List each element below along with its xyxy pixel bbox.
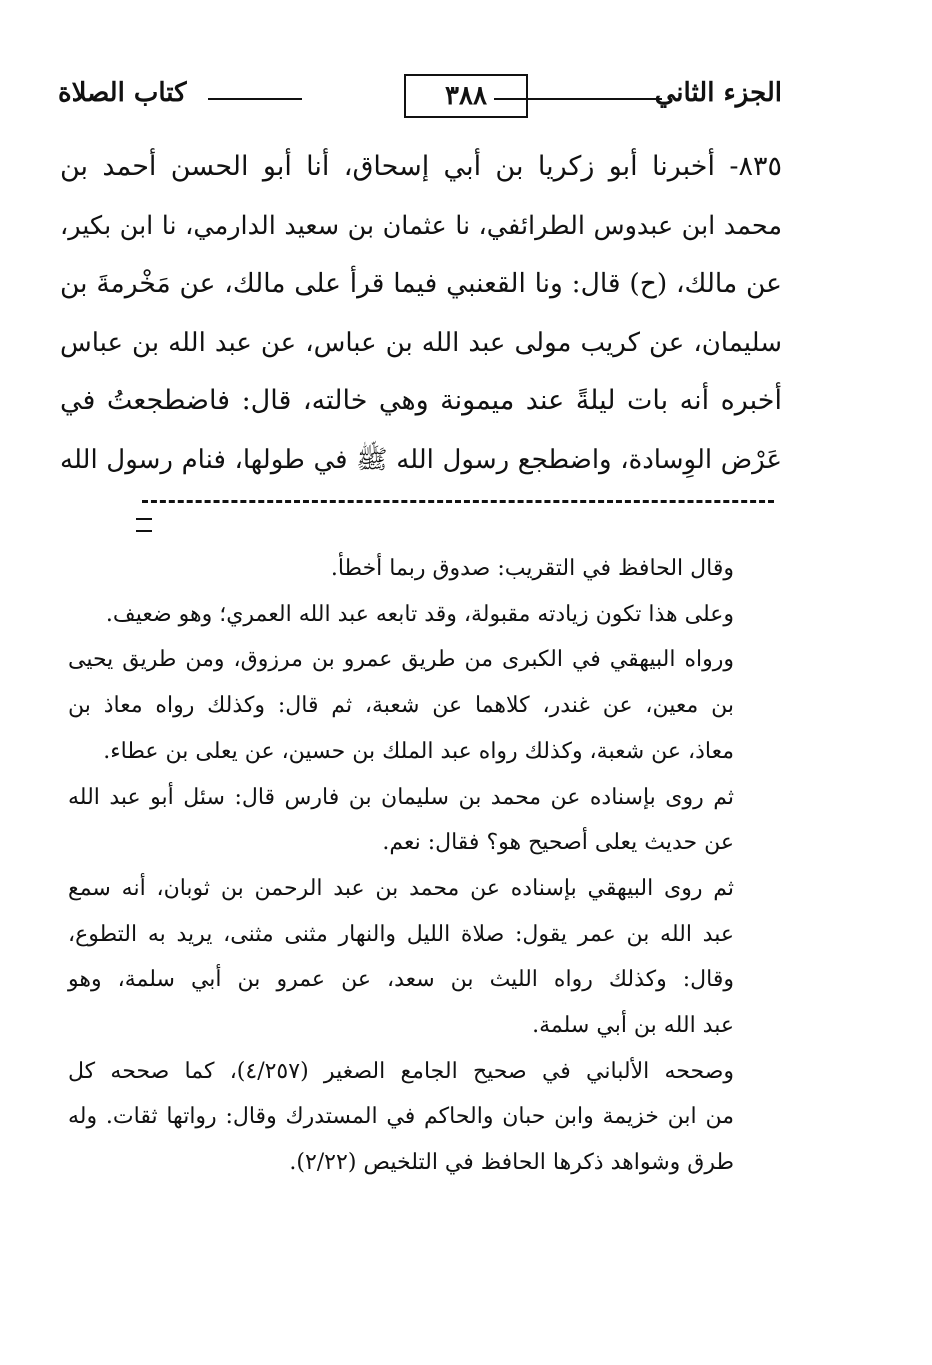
- page-header: [58, 72, 782, 124]
- main-line: عن مالك، (ح) قال: ونا القعنبي فيما قرأ على مالك، عن مَخْرمةَ بن: [60, 268, 782, 299]
- main-line: سليمان، عن كريب مولى عبد الله بن عباس، عن عبد الله بن عباس: [60, 327, 782, 358]
- footnote-line: ثم روى بإسناده عن محمد بن سليمان بن فارس قال: سئل أبو عبد الله: [68, 784, 734, 810]
- main-text: [60, 138, 782, 489]
- footnote-line: معاذ، عن شعبة، وكذلك رواه عبد الملك بن حسين، عن يعلى بن عطاء.: [103, 738, 734, 764]
- footnote-line: عن حديث يعلى أصحيح هو؟ فقال: نعم.: [382, 830, 734, 856]
- main-line: ٨٣٥- أخبرنا أبو زكريا بن أبي إسحاق، أنا أبو الحسن أحمد بن: [60, 151, 782, 182]
- footnote-line: عبد الله بن أبي سلمة.: [532, 1013, 734, 1039]
- footnote-line: وقال: وكذلك رواه الليث بن سعد، عن عمرو بن أبي سلمة، وهو: [68, 967, 734, 993]
- header-rule-left: [208, 98, 302, 100]
- main-line: أخبره أنه بات ليلةً عند ميمونة وهي خالته، قال: فاضطجعتُ في: [60, 385, 782, 416]
- footnote-line: طرق وشواهد ذكرها الحافظ في التلخيص (٢/٢٢).: [289, 1150, 734, 1176]
- footnote-line: من ابن خزيمة وابن حبان والحاكم في المستدرك وقال: رواتها ثقات. وله: [68, 1104, 734, 1130]
- footnote-separator: [142, 500, 774, 503]
- chapter-title: كتاب الصلاة: [58, 78, 187, 108]
- footnotes: [68, 546, 734, 1186]
- footnote-line: بن معين، عن غندر، كلاهما عن شعبة، ثم قال: وكذلك رواه معاذ بن: [68, 693, 734, 719]
- continuation-mark: [136, 518, 152, 532]
- main-line: عَرْض الوِسادة، واضطجع رسول الله ﷺ في طولها، فنام رسول الله: [60, 444, 782, 475]
- footnote-line: وصححه الألباني في صحيح الجامع الصغير (٤/٢٥٧)، كما صححه كل: [68, 1058, 734, 1084]
- footnote-line: وعلى هذا تكون زيادته مقبولة، وقد تابعه عبد الله العمري؛ وهو ضعيف.: [105, 601, 734, 627]
- page-number-box: ٣٨٨: [404, 74, 528, 118]
- volume-title: الجزء الثاني: [654, 78, 782, 108]
- footnote-line: عبد الله بن عمر يقول: صلاة الليل والنهار مثنى مثنى، يريد به التطوع،: [68, 921, 734, 947]
- footnote-line: ثم روى البيهقي بإسناده عن محمد بن عبد الرحمن بن ثوبان، أنه سمع: [68, 875, 734, 901]
- footnote-line: ورواه البيهقي في الكبرى من طريق عمرو بن مرزوق، ومن طريق يحيى: [68, 647, 734, 673]
- main-line: محمد ابن عبدوس الطرائفي، نا عثمان بن سعيد الدارمي، نا ابن بكير،: [60, 210, 782, 241]
- footnote-line: وقال الحافظ في التقريب: صدوق ربما أخطأ.: [330, 556, 734, 581]
